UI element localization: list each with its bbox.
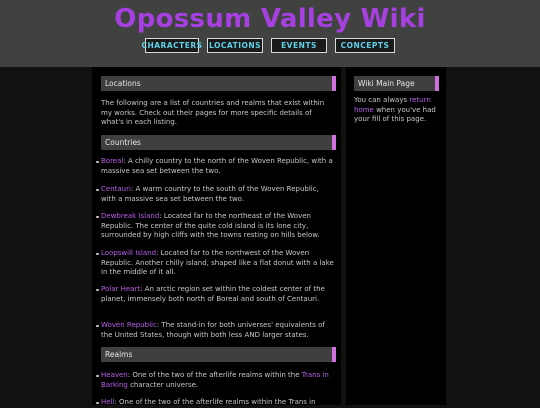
realm-link-hell[interactable]: Hell xyxy=(101,398,115,406)
wiki-main-page-header: Wiki Main Page xyxy=(354,76,439,91)
nav-events-button[interactable]: EVENTS xyxy=(271,38,327,53)
site-header xyxy=(0,0,540,67)
country-link-loopswill-island[interactable]: Loopswill Island xyxy=(101,249,157,257)
realm-desc: : One of the two of the afterlife realms within the xyxy=(127,371,302,379)
country-desc: : A warm country to the south of the Woven Republic, with a massive sea set between the two. xyxy=(101,185,319,203)
realm-desc: : One of the two of the afterlife realms within the Trans in xyxy=(114,398,316,406)
list-item xyxy=(101,398,335,408)
bullet-icon xyxy=(96,375,99,378)
sidebar-text-after: when you've had your fill of this page. xyxy=(354,105,436,123)
country-desc: : The stand-in for both universes' equivalents of the United States, though with both less AND larger states. xyxy=(101,321,325,339)
list-item xyxy=(101,157,335,176)
realms-section-header: Realms xyxy=(101,347,336,362)
realm-link-heaven[interactable]: Heaven xyxy=(101,371,128,379)
list-item xyxy=(101,185,335,204)
trans-in-barking-link[interactable]: Trans in Barking xyxy=(101,371,329,389)
bullet-icon xyxy=(96,189,99,192)
country-link-centauri[interactable]: Centauri xyxy=(101,185,131,193)
list-item xyxy=(101,249,335,278)
nav-concepts-button[interactable]: CONCEPTS xyxy=(335,38,395,53)
sidebar-text xyxy=(354,96,436,125)
list-item xyxy=(101,321,335,340)
country-link-woven-republic[interactable]: Woven Republic xyxy=(101,321,157,329)
bullet-icon xyxy=(96,216,99,219)
list-item xyxy=(101,212,335,241)
bullet-icon xyxy=(96,253,99,256)
countries-section-header: Countries xyxy=(101,135,336,150)
country-link-boreal[interactable]: Boreal xyxy=(101,157,124,165)
nav-characters-button[interactable]: CHARACTERS xyxy=(145,38,199,53)
locations-intro: The following are a list of countries and realms that exist within my works. Check out their pages for more specific details of what's in each listing. xyxy=(101,99,325,126)
realm-desc-tail: character universe. xyxy=(127,380,199,389)
bullet-icon xyxy=(96,402,99,405)
country-link-dewbreak-island[interactable]: Dewbreak Island xyxy=(101,212,160,220)
country-desc: : A chilly country to the north of the Woven Republic, with a massive sea set between the two. xyxy=(101,157,333,175)
main-nav xyxy=(0,38,540,53)
list-item xyxy=(101,285,335,304)
return-home-link[interactable]: return home xyxy=(354,96,431,114)
locations-section-header: Locations xyxy=(101,76,336,91)
bullet-icon xyxy=(96,325,99,328)
country-desc: : Located far to the northeast of the Woven Republic. The center of the quite cold island is its lone city, surrounded by high cliffs with the towns resting on hills below. xyxy=(101,212,320,239)
country-desc: : An arctic region set within the coldest center of the planet, immensely both north of Boreal and south of Centauri. xyxy=(101,285,325,303)
list-item xyxy=(101,371,335,390)
nav-locations-button[interactable]: LOCATIONS xyxy=(207,38,263,53)
country-desc: : Located far to the northwest of the Woven Republic. Another chilly island, shaped like a flat donut with a lake in the middle of it all. xyxy=(101,249,334,276)
bullet-icon xyxy=(96,161,99,164)
bullet-icon xyxy=(96,289,99,292)
country-link-polar-heart[interactable]: Polar Heart xyxy=(101,285,141,293)
sidebar-text-before: You can always xyxy=(354,96,410,104)
site-title[interactable]: Opossum Valley Wiki xyxy=(114,4,426,34)
